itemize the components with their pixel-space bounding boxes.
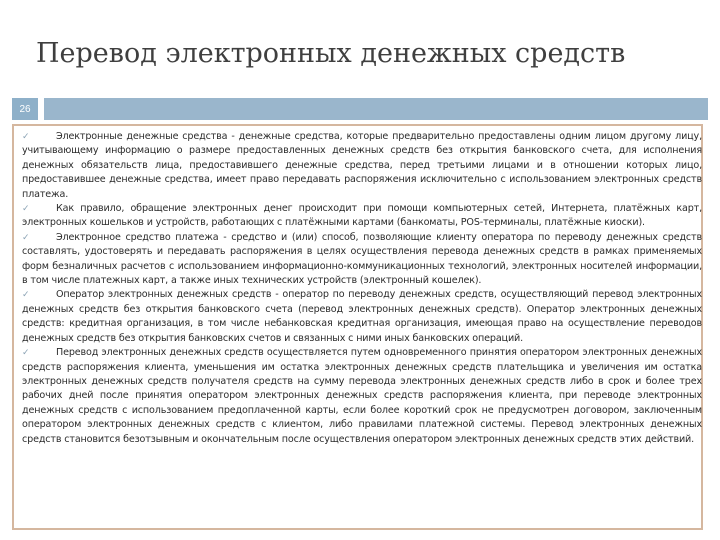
- paragraph-text: Оператор электронных денежных средств - оператор по переводу денежных средств, осуществляющий перевод электронных денежных средств без открытия банковского счета (перевод электронных денежных средств). Оператор электронных денежных средств: кредитная организация, в том числе небанковская кредитная организация, имеющая право на осуществление переводов денежных средств без открытия банковских счетов и связанных с ними иных банковских операций.: [22, 289, 702, 344]
- paragraph-4: [22, 288, 702, 346]
- check-icon: ✓: [22, 348, 30, 359]
- paragraph-5: [22, 346, 702, 447]
- paragraph-2: [22, 202, 702, 231]
- check-icon: ✓: [22, 232, 30, 243]
- check-icon: ✓: [22, 132, 30, 142]
- paragraph-text: Как правило, обращение электронных денег происходит при помощи компьютерных сетей, Интернета, платёжных карт, электронных кошельков и устройств, работающих с платёжными картами (банкоматы, POS-терминалы, платёжные киоски).: [22, 203, 702, 229]
- paragraph-1: [22, 130, 702, 202]
- paragraph-text: Электронные денежные средства - денежные средства, которые предварительно предоставлены одним лицом другому лицу, учитывающему информацию о размере предоставленных денежных средств без открытия банковского счета, для исполнения денежных обязательств лица, предоставившего денежные средства, перед третьими лицами и в отношении которых лицо, предоставившее денежные средства, имеет право передавать распоряжения исключительно с использованием электронных средств платежа.: [22, 131, 702, 200]
- content-body: [22, 130, 702, 447]
- slide-number: 26: [12, 98, 38, 120]
- paragraph-text: Перевод электронных денежных средств осуществляется путем одновременного принятия оператором электронных денежных средств распоряжения клиента, уменьшения им остатка электронных денежных средств плательщика и увеличения им остатка электронных денежных средств получателя средств на сумму перевода электронных денежных средств либо в срок и более трех рабочих дней после принятия оператором электронных денежных средств распоряжения клиента, при переводе электронных денежных средств с использованием предоплаченной карты, если более короткий срок не предусмотрен договором, заключенным оператором электронных денежных средств с клиентом, либо правилами платежной системы. Перевод электронных денежных средств становится безотзывным и окончательным после осуществления оператором электронных денежных средств этих действий.: [22, 347, 702, 445]
- check-icon: ✓: [22, 204, 30, 215]
- check-icon: ✓: [22, 290, 30, 301]
- paragraph-3: [22, 231, 702, 289]
- paragraph-text: Электронное средство платежа - средство и (или) способ, позволяющие клиенту оператора по переводу денежных средств составлять, удостоверять и передавать распоряжения в целях осуществления перевода денежных средств в рамках применяемых форм безналичных расчетов с использованием информационно-коммуникационных технологий, электронных носителей информации, в том числе платежных карт, а также иных технических устройств (электронный кошелек).: [22, 231, 702, 287]
- slide-title: Перевод электронных денежных средств: [36, 38, 626, 69]
- header-bar: [44, 98, 708, 120]
